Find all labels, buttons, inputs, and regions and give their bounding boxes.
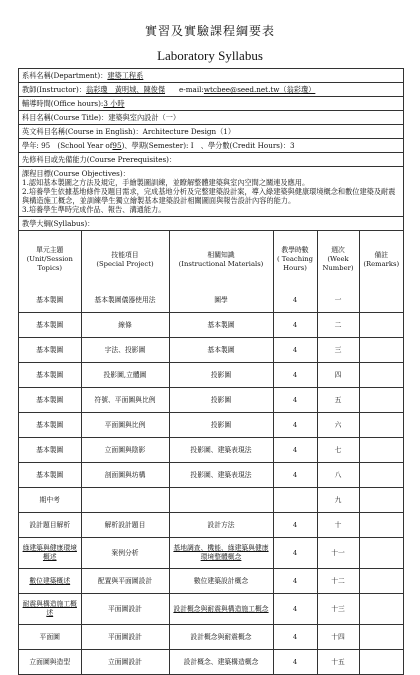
cell-week: 一 [317, 288, 359, 313]
cell-week: 九 [317, 488, 359, 513]
cell-remarks [359, 413, 403, 438]
cell-hours: 4 [273, 388, 317, 413]
year-semester-row [19, 139, 403, 153]
cell-project [81, 488, 169, 513]
cell-project: 平面圖設計 [81, 625, 169, 650]
cell-unit: 基本製圖 [19, 413, 81, 438]
cell-hours: 4 [273, 288, 317, 313]
cell-project: 線條 [81, 313, 169, 338]
table-row [19, 438, 403, 463]
cell-materials: 投影圖、建築表現法 [169, 463, 273, 488]
cell-week: 二 [317, 313, 359, 338]
cell-project: 平面圖設計 [81, 594, 169, 625]
cell-materials: 設計方法 [169, 513, 273, 538]
table-row [19, 463, 403, 488]
cell-week: 六 [317, 413, 359, 438]
objectives-label: 課程目標(Course Objectives)： [22, 169, 130, 178]
cell-materials: 設計概念、建築構造概念 [169, 650, 273, 675]
objectives-block [19, 167, 403, 217]
cell-week: 十五 [317, 650, 359, 675]
header-materials: 相關知識 (Instructional Materials) [169, 231, 273, 288]
cell-unit: 數位建築概述 [19, 569, 81, 594]
cell-week: 十四 [317, 625, 359, 650]
cell-unit: 期中考 [19, 488, 81, 513]
office-hours-label: 輔導時間(Office hours): [22, 99, 104, 108]
cell-materials [169, 488, 273, 513]
cell-materials: 圖學 [169, 288, 273, 313]
year-label: 學年: 95 (School Year of [22, 141, 113, 150]
cell-materials: 投影圖 [169, 388, 273, 413]
cell-materials: 設計概念與耐震與構造施工概念 [169, 594, 273, 625]
table-row [19, 413, 403, 438]
cell-unit: 基本製圖 [19, 363, 81, 388]
cell-hours: 4 [273, 363, 317, 388]
cell-unit: 基本製圖 [19, 338, 81, 363]
year-value: 95 [112, 141, 122, 150]
cell-remarks [359, 650, 403, 675]
table-row [19, 488, 403, 513]
cell-remarks [359, 313, 403, 338]
cell-remarks [359, 338, 403, 363]
cell-hours: 4 [273, 313, 317, 338]
table-row [19, 288, 403, 313]
cell-project: 剖面圖與坊構 [81, 463, 169, 488]
cell-unit: 基本製圖 [19, 288, 81, 313]
cell-week: 十一 [317, 538, 359, 569]
email-label: e-mail: [179, 85, 204, 94]
cell-materials: 基本製圖 [169, 338, 273, 363]
cell-unit: 耐震與構造施工概述 [19, 594, 81, 625]
header-remarks: 備註 (Remarks) [359, 231, 403, 288]
cell-remarks [359, 388, 403, 413]
cell-remarks [359, 513, 403, 538]
header-week: 週次 (Week Number) [317, 231, 359, 288]
cell-week: 十 [317, 513, 359, 538]
cell-materials: 基地調查、機能、綠建築與健康環境整體概念 [169, 538, 273, 569]
cell-hours: 4 [273, 594, 317, 625]
table-header-row [19, 231, 403, 288]
cell-hours: 4 [273, 413, 317, 438]
cell-hours: 4 [273, 438, 317, 463]
cell-hours: 4 [273, 338, 317, 363]
table-row [19, 513, 403, 538]
cell-remarks [359, 538, 403, 569]
cell-hours: 4 [273, 463, 317, 488]
cell-week: 八 [317, 463, 359, 488]
cell-project: 立面圖設計 [81, 650, 169, 675]
table-row [19, 538, 403, 569]
cell-remarks [359, 288, 403, 313]
cell-project: 平面圖與比例 [81, 413, 169, 438]
cell-remarks [359, 569, 403, 594]
cell-materials: 投影圖、建築表現法 [169, 438, 273, 463]
cell-project: 解析設計題目 [81, 513, 169, 538]
cell-project: 立面圖與陰影 [81, 438, 169, 463]
course-title-row: 科目名稱(Course Title)：建築與室內設計（一） [19, 111, 403, 125]
cell-remarks [359, 488, 403, 513]
cell-project: 字法、投影圖 [81, 338, 169, 363]
cell-hours: 4 [273, 569, 317, 594]
email-value: wtcbee@seed.net.tw（翁彩瓊） [203, 85, 316, 94]
cell-unit: 基本製圖 [19, 438, 81, 463]
cell-materials: 投影圖 [169, 413, 273, 438]
cell-hours: 4 [273, 538, 317, 569]
syllabus-label: 教學大綱(Syllabus)： [19, 217, 403, 231]
header-project: 技能項目 (Special Project) [81, 231, 169, 288]
cell-week: 三 [317, 338, 359, 363]
cell-materials: 基本製圖 [169, 313, 273, 338]
table-row [19, 594, 403, 625]
office-hours-row [19, 97, 403, 111]
instructor-value: 翁彩瓊 黃明城、陳俊傑 [85, 85, 166, 94]
table-row [19, 388, 403, 413]
cell-hours [273, 488, 317, 513]
cell-remarks [359, 438, 403, 463]
cell-project: 案例分析 [81, 538, 169, 569]
course-english-row: 英文科目名稱(Course in English)：Architecture Design（1） [19, 125, 403, 139]
cell-unit: 綠建築與健康環境概述 [19, 538, 81, 569]
cell-project: 符號、平面圖與比例 [81, 388, 169, 413]
syllabus-table [19, 231, 403, 674]
table-row [19, 650, 403, 675]
semester-credits: )、學期(Semester): I 、學分數(Credit Hours)：3 [121, 141, 295, 150]
table-row [19, 313, 403, 338]
cell-remarks [359, 594, 403, 625]
instructor-label: 教師(Instructor)： [22, 85, 86, 94]
cell-week: 四 [317, 363, 359, 388]
objective-item: 2.培養學生依據基地條件及題目需求，完成基地分析及完整建築設計案，導入綠建築與健康環境概念和數位建築及耐震與構造施工概念，並訓練學生獨立繪製基本建築設計相關圖面與報告設計內容的能力。 [22, 187, 396, 205]
cell-project: 投影圖,立體圖 [81, 363, 169, 388]
table-body [19, 288, 403, 674]
page-subtitle: Laboratory Syllabus [157, 48, 263, 63]
department-label: 系科名稱(Department)： [22, 71, 108, 80]
cell-project: 配置與平面圖設計 [81, 569, 169, 594]
header-unit: 單元主題 (Unit/Session Topics) [19, 231, 81, 288]
office-hours-value: 3 小時 [103, 99, 125, 108]
department-value: 建築工程系 [107, 71, 144, 80]
cell-hours: 4 [273, 625, 317, 650]
cell-remarks [359, 625, 403, 650]
table-row [19, 338, 403, 363]
table-row [19, 625, 403, 650]
cell-unit: 平面圖 [19, 625, 81, 650]
cell-unit: 基本製圖 [19, 313, 81, 338]
cell-unit: 立面圖與造型 [19, 650, 81, 675]
syllabus-form [18, 68, 404, 675]
header-hours: 教學時數 ( Teaching Hours) [273, 231, 317, 288]
table-row [19, 363, 403, 388]
table-row [19, 569, 403, 594]
page-title: 實習及實驗課程綱要表 [144, 24, 275, 38]
instructor-row [19, 83, 403, 97]
cell-hours: 4 [273, 513, 317, 538]
cell-hours: 4 [273, 650, 317, 675]
cell-remarks [359, 463, 403, 488]
objective-item: 3.培養學生準時完成作品、報告、溝通能力。 [22, 205, 166, 214]
cell-unit: 設計題目解析 [19, 513, 81, 538]
cell-unit: 基本製圖 [19, 463, 81, 488]
cell-week: 五 [317, 388, 359, 413]
cell-week: 七 [317, 438, 359, 463]
cell-materials: 數位建築設計概念 [169, 569, 273, 594]
cell-project: 基本製圖儀器使用法 [81, 288, 169, 313]
cell-remarks [359, 363, 403, 388]
prerequisites-row: 先修科目或先備能力(Course Prerequisites)： [19, 153, 403, 167]
cell-week: 十二 [317, 569, 359, 594]
cell-week: 十三 [317, 594, 359, 625]
cell-materials: 投影圖 [169, 363, 273, 388]
cell-unit: 基本製圖 [19, 388, 81, 413]
objective-item: 1.認知基本製圖之方法及規定，手繪製圖訓練，並瞭解整體建築與室內空間之關連及應用。 [22, 178, 310, 187]
cell-materials: 設計概念與耐震概念 [169, 625, 273, 650]
department-row [19, 69, 403, 83]
